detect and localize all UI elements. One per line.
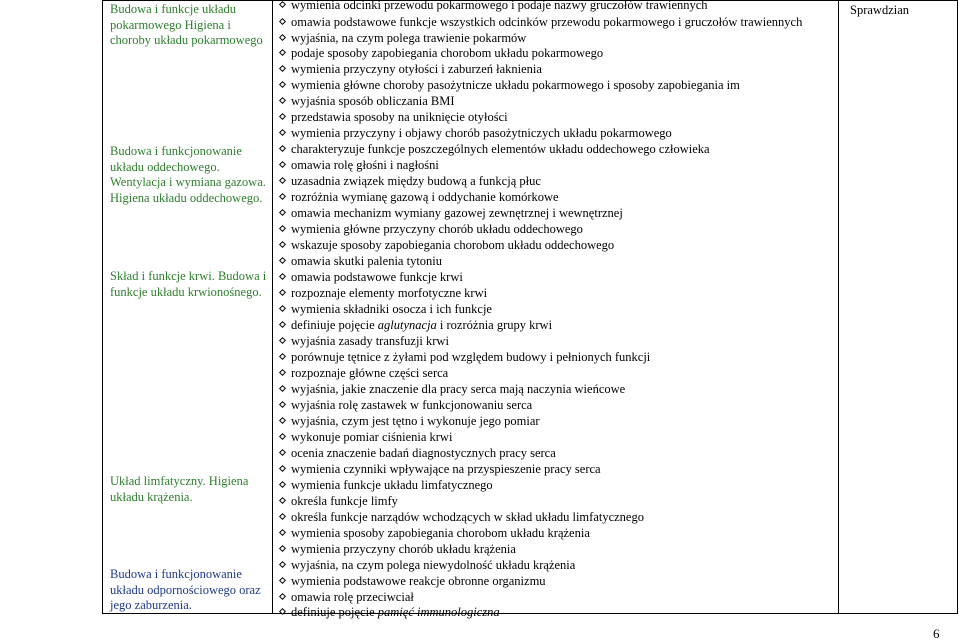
requirement-item [272, 141, 838, 157]
requirement-text: definiuje pojęcie pamięć immunologiczna [291, 605, 500, 619]
table-border-left [102, 0, 103, 614]
requirement-item [272, 413, 838, 429]
bullet-diamond-icon [279, 577, 286, 584]
bullet-diamond-icon [279, 257, 286, 264]
requirement-item [272, 109, 838, 125]
bullet-diamond-icon [279, 209, 286, 216]
requirement-item [272, 573, 838, 589]
requirement-item [272, 205, 838, 221]
bullet-diamond-icon [279, 225, 286, 232]
bullet-diamond-icon [279, 161, 286, 168]
bullet-diamond-icon [279, 513, 286, 520]
requirement-item [272, 365, 838, 381]
requirement-item [272, 604, 838, 620]
topic-lymphatic: Układ limfatyczny. Higiena układu krążenia. [110, 474, 249, 504]
bullet-diamond-icon [279, 529, 286, 536]
requirement-text: przedstawia sposoby na uniknięcie otyłości [291, 110, 508, 124]
requirement-item [272, 445, 838, 461]
requirement-text: uzasadnia związek między budową a funkcją płuc [291, 174, 541, 188]
bullet-diamond-icon [279, 417, 286, 424]
requirement-text: wymienia składniki osocza i ich funkcje [291, 302, 492, 316]
bullet-diamond-icon [279, 1, 286, 8]
topic-digestive: Budowa i funkcje układu pokarmowego Higiena i choroby układu pokarmowego [110, 2, 263, 47]
requirement-text: wykonuje pomiar ciśnienia krwi [291, 430, 453, 444]
requirement-item [272, 557, 838, 573]
requirement-item [272, 45, 838, 61]
requirement-item [272, 14, 838, 30]
bullet-diamond-icon [279, 289, 286, 296]
requirement-item [272, 157, 838, 173]
requirement-item [272, 381, 838, 397]
bullet-diamond-icon [279, 97, 286, 104]
requirement-item [272, 429, 838, 445]
requirement-text: wyjaśnia zasady transfuzji krwi [291, 334, 449, 348]
requirement-item [272, 301, 838, 317]
bullet-diamond-icon [279, 593, 286, 600]
bullet-diamond-icon [279, 385, 286, 392]
requirement-item [272, 77, 838, 93]
bullet-diamond-icon [279, 65, 286, 72]
requirement-text: omawia skutki palenia tytoniu [291, 254, 443, 268]
bullet-diamond-icon [279, 241, 286, 248]
bullet-diamond-icon [279, 177, 286, 184]
requirement-item [272, 541, 838, 557]
requirement-item [272, 237, 838, 253]
requirement-text: określa funkcje limfy [291, 494, 398, 508]
requirement-text: wyjaśnia rolę zastawek w funkcjonowaniu serca [291, 398, 533, 412]
topic-respiratory: Budowa i funkcjonowanie układu oddechowego. Wentylacja i wymiana gazowa. Higiena układu oddechowego. [110, 144, 266, 205]
requirement-text: wymienia funkcje układu limfatycznego [291, 478, 493, 492]
requirement-item [272, 0, 838, 13]
requirement-text: podaje sposoby zapobiegania chorobom układu pokarmowego [291, 46, 604, 60]
requirement-item [272, 269, 838, 285]
bullet-diamond-icon [279, 353, 286, 360]
requirement-item [272, 509, 838, 525]
bullet-diamond-icon [279, 193, 286, 200]
requirement-text: omawia podstawowe funkcje wszystkich odcinków przewodu pokarmowego i gruczołów trawiennych [291, 15, 803, 29]
column-header-sprawdzian: Sprawdzian [850, 3, 910, 17]
requirement-text: wymienia przyczyny i objawy chorób pasożytniczych układu pokarmowego [291, 126, 672, 140]
bullet-diamond-icon [279, 18, 286, 25]
bullet-diamond-icon [279, 305, 286, 312]
bullet-diamond-icon [279, 81, 286, 88]
table-border-right [957, 0, 958, 614]
bullet-diamond-icon [279, 401, 286, 408]
requirement-text: wymienia przyczyny chorób układu krążenia [291, 542, 516, 556]
requirement-text: wymienia przyczyny otyłości i zaburzeń łaknienia [291, 62, 542, 76]
requirement-text: omawia rolę głośni i nagłośni [291, 158, 439, 172]
page-number: 6 [933, 626, 940, 641]
requirement-item [272, 317, 838, 333]
requirement-text: omawia podstawowe funkcje krwi [291, 270, 463, 284]
bullet-diamond-icon [279, 465, 286, 472]
bullet-diamond-icon [279, 145, 286, 152]
requirement-item [272, 333, 838, 349]
requirement-text: wyjaśnia, jakie znaczenie dla pracy serca mają naczynia wieńcowe [291, 382, 626, 396]
requirement-item [272, 221, 838, 237]
requirement-item [272, 253, 838, 269]
requirement-text: omawia mechanizm wymiany gazowej zewnętrznej i wewnętrznej [291, 206, 623, 220]
bullet-diamond-icon [279, 561, 286, 568]
bullet-diamond-icon [279, 481, 286, 488]
bullet-diamond-icon [279, 321, 286, 328]
requirements-column [272, 0, 838, 619]
requirement-text: porównuje tętnice z żyłami pod względem budowy i pełnionych funkcji [291, 350, 651, 364]
bullet-diamond-icon [279, 337, 286, 344]
requirement-item [272, 397, 838, 413]
requirement-text: omawia rolę przeciwciał [291, 590, 414, 604]
requirement-text: wymienia sposoby zapobiegania chorobom układu krążenia [291, 526, 590, 540]
requirement-item [272, 173, 838, 189]
bullet-diamond-icon [279, 497, 286, 504]
requirement-text: wyjaśnia, na czym polega niewydolność układu krążenia [291, 558, 576, 572]
requirement-text: wymienia podstawowe reakcje obronne organizmu [291, 574, 546, 588]
requirement-text: określa funkcje narządów wchodzących w skład układu limfatycznego [291, 510, 644, 524]
requirement-text: wyjaśnia, czym jest tętno i wykonuje jego pomiar [291, 414, 540, 428]
requirement-text: ocenia znaczenie badań diagnostycznych pracy serca [291, 446, 556, 460]
requirement-item [272, 189, 838, 205]
requirement-text: charakteryzuje funkcje poszczególnych elementów układu oddechowego człowieka [291, 142, 710, 156]
topic-blood: Skład i funkcje krwi. Budowa i funkcje układu krwionośnego. [110, 269, 267, 299]
requirement-text: rozróżnia wymianę gazową i oddychanie komórkowe [291, 190, 559, 204]
bullet-diamond-icon [279, 273, 286, 280]
bullet-diamond-icon [279, 433, 286, 440]
requirement-item [272, 525, 838, 541]
requirement-text: wyjaśnia sposób obliczania BMI [291, 94, 455, 108]
requirement-item [272, 461, 838, 477]
requirement-item [272, 493, 838, 509]
requirement-text: wyjaśnia, na czym polega trawienie pokarmów [291, 31, 527, 45]
requirement-item [272, 125, 838, 141]
requirement-text: wymienia czynniki wpływające na przyspieszenie pracy serca [291, 462, 601, 476]
bullet-diamond-icon [279, 49, 286, 56]
requirement-item [272, 61, 838, 77]
requirement-item [272, 285, 838, 301]
bullet-diamond-icon [279, 545, 286, 552]
requirement-item [272, 589, 838, 605]
bullet-diamond-icon [279, 34, 286, 41]
bullet-diamond-icon [279, 449, 286, 456]
requirement-text: rozpoznaje elementy morfotyczne krwi [291, 286, 488, 300]
requirement-text: wymienia główne choroby pasożytnicze układu pokarmowego i sposoby zapobiegania im [291, 78, 740, 92]
bullet-diamond-icon [279, 113, 286, 120]
requirement-text: wskazuje sposoby zapobiegania chorobom układu oddechowego [291, 238, 615, 252]
requirement-text: wymienia odcinki przewodu pokarmowego i podaje nazwy gruczołów trawiennych [291, 0, 708, 12]
requirement-item [272, 477, 838, 493]
requirement-text: wymienia główne przyczyny chorób układu oddechowego [291, 222, 583, 236]
bullet-diamond-icon [279, 608, 286, 615]
bullet-diamond-icon [279, 129, 286, 136]
requirement-item [272, 93, 838, 109]
topic-immune: Budowa i funkcjonowanie układu odpornościowego oraz jego zaburzenia. [110, 567, 261, 612]
table-divider-2 [838, 0, 839, 614]
requirement-text: definiuje pojęcie aglutynacja i rozróżnia grupy krwi [291, 318, 553, 332]
requirement-item [272, 30, 838, 46]
bullet-diamond-icon [279, 369, 286, 376]
requirement-item [272, 349, 838, 365]
requirement-text: rozpoznaje główne części serca [291, 366, 449, 380]
